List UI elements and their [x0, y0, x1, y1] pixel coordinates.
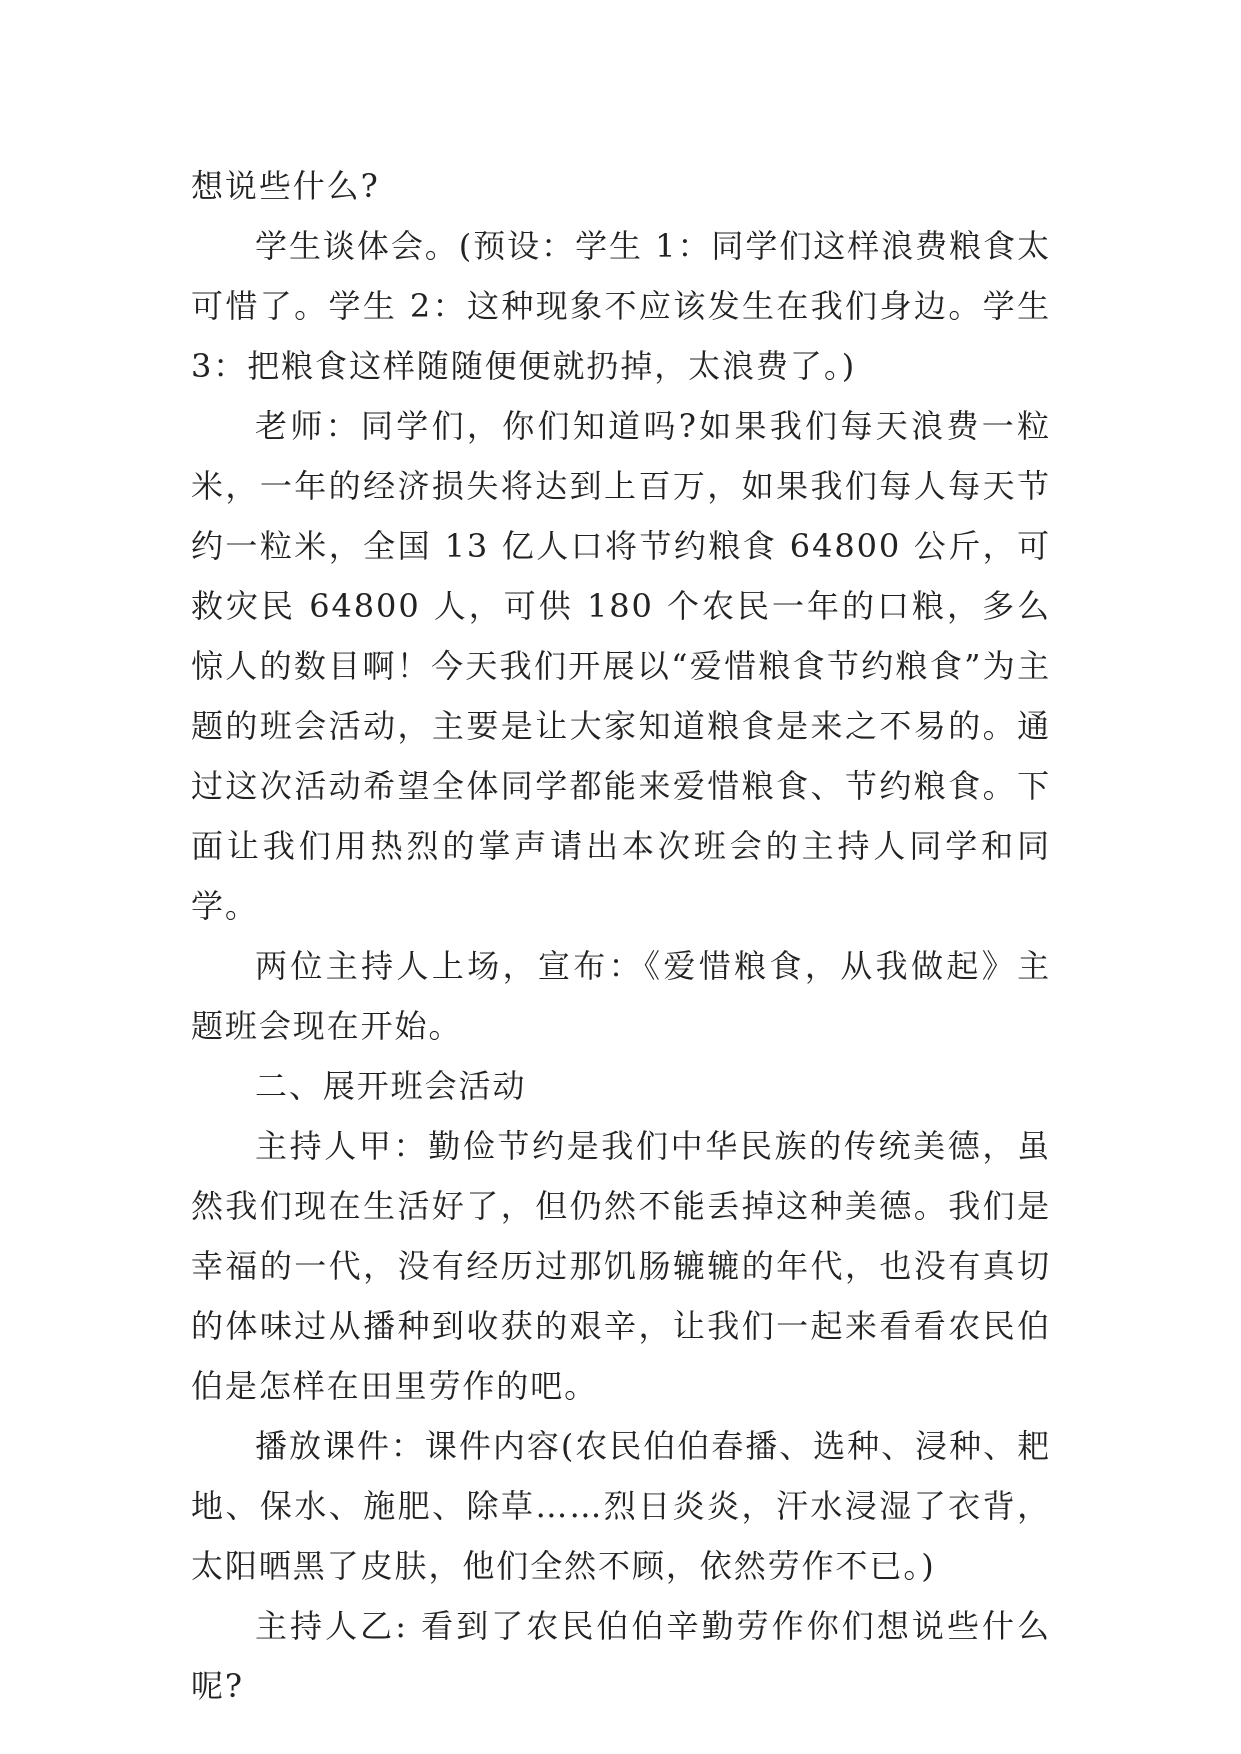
paragraph-6: 播放课件：课件内容(农民伯伯春播、选种、浸种、耙地、保水、施肥、除草……烈日炎炎，汗水浸湿了衣背，太阳晒黑了皮肤，他们全然不顾，依然劳作不已。) — [191, 1427, 1051, 1585]
paragraph-1: 想说些什么? — [191, 167, 380, 205]
paragraph-4: 两位主持人上场，宣布：《爱惜粮食，从我做起》主题班会现在开始。 — [191, 947, 1051, 1045]
document-body — [191, 156, 1051, 1716]
paragraph-5: 主持人甲：勤俭节约是我们中华民族的传统美德，虽然我们现在生活好了，但仍然不能丢掉这种美德。我们是幸福的一代，没有经历过那饥肠辘辘的年代，也没有真切的体味过从播种到收获的艰辛，让我们一起来看看农民伯伯是怎样在田里劳作的吧。 — [191, 1127, 1051, 1405]
paragraph-2: 学生谈体会。(预设：学生 1：同学们这样浪费粮食太可惜了。学生 2：这种现象不应该发生在我们身边。学生 3：把粮食这样随随便便就扔掉，太浪费了。) — [191, 227, 1051, 385]
paragraph-3: 老师：同学们，你们知道吗?如果我们每天浪费一粒米，一年的经济损失将达到上百万，如果我们每人每天节约一粒米，全国 13 亿人口将节约粮食 64800 公斤，可救灾民 64800 人，可供 180 个农民一年的口粮，多么惊人的数目啊！今天我们开展以“爱惜粮食节约粮食”为主题的班会活动，主要是让大家知道粮食是来之不易的。通过这次活动希望全体同学都能来爱惜粮食、节约粮食。下面让我们用热烈的掌声请出本次班会的主持人同学和同学。 — [191, 407, 1051, 925]
section-heading: 二、展开班会活动 — [255, 1067, 527, 1105]
paragraph-7: 主持人乙: 看到了农民伯伯辛勤劳作你们想说些什么呢? — [191, 1607, 1051, 1705]
